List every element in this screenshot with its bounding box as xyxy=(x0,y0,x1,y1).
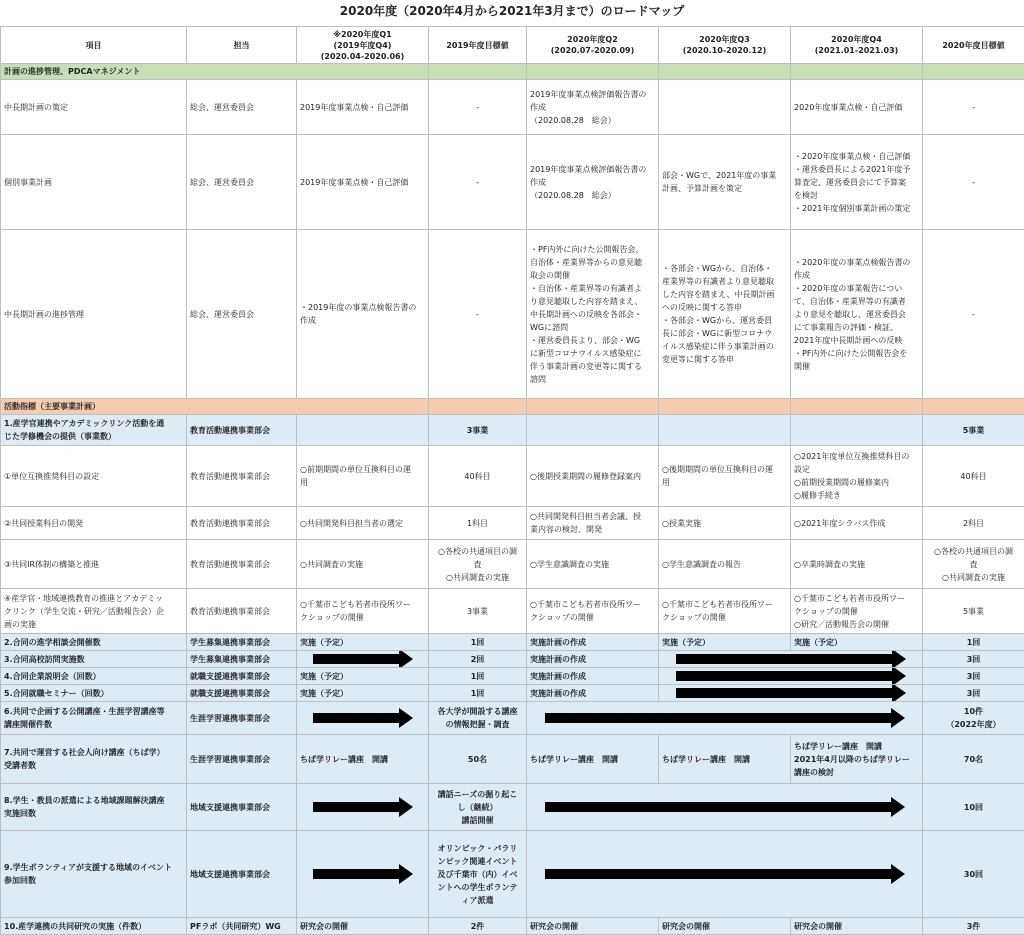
table-cell: ○学生意識調査の報告 xyxy=(659,540,791,589)
table-cell xyxy=(659,80,791,135)
table-cell: 就職支援連携事業部会 xyxy=(187,668,297,685)
table-cell: 教育活動連携事業部会 xyxy=(187,446,297,507)
table-cell: ○後期期間の単位互換科目の運 用 xyxy=(659,446,791,507)
table-cell: ちば学リレー講座 開講 xyxy=(659,735,791,784)
table-cell: 3事業 xyxy=(429,415,527,446)
table-cell: - xyxy=(429,135,527,230)
table-cell xyxy=(527,64,659,80)
table-cell: 研究会の開催 xyxy=(297,918,429,935)
table-cell: PFラボ（共同研究）WG xyxy=(187,918,297,935)
progress-arrow-cell xyxy=(527,702,923,735)
table-row xyxy=(1,918,1024,935)
table-cell: 研究会の開催 xyxy=(791,918,923,935)
table-cell: 実施（予定） xyxy=(297,668,429,685)
progress-arrow-cell xyxy=(527,831,923,918)
table-cell: 1回 xyxy=(429,685,527,702)
table-cell: 3事業 xyxy=(429,589,527,634)
table-cell: ②共同授業科目の開発 xyxy=(1,507,187,540)
table-cell: 総会、運営委員会 xyxy=(187,230,297,399)
table-cell: 総会、運営委員会 xyxy=(187,80,297,135)
table-cell: 実施計画の作成 xyxy=(527,651,659,668)
table-cell: 1.産学官連携やアカデミックリンク活動を通 じた学修機会の提供（事業数） xyxy=(1,415,187,446)
page-title: 2020年度（2020年4月から2021年3月まで）のロードマップ xyxy=(0,0,1024,26)
table-cell: 講話ニーズの掘り起こ し（継続） 講話開催 xyxy=(429,784,527,831)
table-cell: 教育活動連携事業部会 xyxy=(187,507,297,540)
progress-arrow-cell xyxy=(297,651,429,668)
table-cell: ○共同調査の実施 xyxy=(297,540,429,589)
table-cell: 2.合同の進学相談会開催数 xyxy=(1,634,187,651)
table-row xyxy=(1,831,1024,918)
table-row xyxy=(1,668,1024,685)
table-row xyxy=(1,702,1024,735)
table-cell: 5事業 xyxy=(923,415,1024,446)
table-cell: ちば学リレー講座 開講 xyxy=(297,735,429,784)
table-row xyxy=(1,415,1024,446)
table-cell: ・PF内外に向けた公開報告会、 自治体・産業界等からの意見聴 取会の開催 ・自治体・産業界等の有識者よ り意見聴取した内容を踏まえ、 中長期計画への反映を各部会・ WGに諮問 ・運営委員長より、部会・WG に新型コロナウイルス感染症に 伴う事業計画の変更等に関する 諮問 xyxy=(527,230,659,399)
table-cell: 研究会の開催 xyxy=(527,918,659,935)
table-cell: - xyxy=(429,230,527,399)
table-cell: ○各校の共通項目の調 査 ○共同調査の実施 xyxy=(923,540,1024,589)
table-cell: ○卒業時調査の実施 xyxy=(791,540,923,589)
table-row xyxy=(1,80,1024,135)
table-cell: 3回 xyxy=(923,685,1024,702)
header-row xyxy=(1,27,1024,64)
table-cell: ちば学リレー講座 開講 xyxy=(527,735,659,784)
table-cell: 教育活動連携事業部会 xyxy=(187,540,297,589)
table-cell: 就職支援連携事業部会 xyxy=(187,685,297,702)
table-cell: 総会、運営委員会 xyxy=(187,135,297,230)
table-cell: 1回 xyxy=(429,668,527,685)
table-cell: 研究会の開催 xyxy=(659,918,791,935)
column-header: 2019年度目標値 xyxy=(429,27,527,64)
table-cell: 4.合同企業説明会（回数） xyxy=(1,668,187,685)
table-cell: 中長期計画の進捗管理 xyxy=(1,230,187,399)
table-cell xyxy=(429,64,527,80)
table-cell xyxy=(923,399,1024,415)
table-cell: 学生募集連携事業部会 xyxy=(187,634,297,651)
table-cell xyxy=(527,399,659,415)
table-cell xyxy=(659,399,791,415)
table-cell: ④産学官・地域連携教育の推進とアカデミッ クリンク（学生交流・研究／活動報告会）企 画の実施 xyxy=(1,589,187,634)
column-header: 担当 xyxy=(187,27,297,64)
table-cell: ○各校の共通項目の調 査 ○共同調査の実施 xyxy=(429,540,527,589)
table-row xyxy=(1,589,1024,634)
table-cell xyxy=(659,64,791,80)
table-row xyxy=(1,446,1024,507)
table-cell: 教育活動連携事業部会 xyxy=(187,589,297,634)
column-header: ※2020年度Q1 (2019年度Q4) (2020.04-2020.06) xyxy=(297,27,429,64)
table-cell: 実施（予定） xyxy=(297,685,429,702)
progress-arrow-cell xyxy=(659,651,923,668)
table-cell: 3件 xyxy=(923,918,1024,935)
table-cell xyxy=(297,415,429,446)
table-cell: 8.学生・教員の派遣による地域課題解決講座 実施回数 xyxy=(1,784,187,831)
progress-arrow-cell xyxy=(659,685,923,702)
table-cell: ・各部会・WGから、自治体・ 産業界等の有識者より意見聴取 した内容を踏まえ、中長期計画 への反映に関する答申 ・各部会・WGから、運営委員 長に部会・WGに新型コロナウ イルス感染症に伴う事業計画の 変更等に関する答申 xyxy=(659,230,791,399)
table-cell xyxy=(791,399,923,415)
table-cell: 教育活動連携事業部会 xyxy=(187,415,297,446)
table-row xyxy=(1,651,1024,668)
progress-arrow-cell xyxy=(659,668,923,685)
table-cell: ○後期授業期間の履修登録案内 xyxy=(527,446,659,507)
table-cell: ・2020年度の事業点検報告書の 作成 ・2020年度の事業報告につい て、自治体・産業界等の有識者 より意見を聴取し、運営委員会 にて事業報告の評価・検証、 2021年度中長期計画への反映 ・PF内外に向けた公開報告会を 開催 xyxy=(791,230,923,399)
table-cell: オリンピック・パラリ ンピック関連イベント 及び千葉市（内）イベ ントへの学生ボランテ ィア派遣 xyxy=(429,831,527,918)
section-title: 活動指標（主要事業計画） xyxy=(1,399,429,415)
table-cell: - xyxy=(429,80,527,135)
table-cell: 2019年度事業点検評価報告書の 作成 （2020.08.28 総会） xyxy=(527,80,659,135)
section-row-indicators xyxy=(1,399,1024,415)
table-cell: ・2019年度の事業点検報告書の 作成 xyxy=(297,230,429,399)
table-cell: 2件 xyxy=(429,918,527,935)
table-cell: 40科目 xyxy=(429,446,527,507)
table-row xyxy=(1,685,1024,702)
table-cell: 地域支援連携事業部会 xyxy=(187,784,297,831)
table-cell: 学生募集連携事業部会 xyxy=(187,651,297,668)
table-cell: 3回 xyxy=(923,651,1024,668)
column-header: 項目 xyxy=(1,27,187,64)
table-cell: 個別事業計画 xyxy=(1,135,187,230)
table-cell: ③共同IR体制の構築と推進 xyxy=(1,540,187,589)
table-cell: 10.産学連携の共同研究の実施（件数） xyxy=(1,918,187,935)
table-cell: 2019年度事業点検・自己評価 xyxy=(297,135,429,230)
table-cell: 実施計画の作成 xyxy=(527,634,659,651)
table-row xyxy=(1,735,1024,784)
table-cell: 1回 xyxy=(923,634,1024,651)
table-row xyxy=(1,784,1024,831)
table-cell: 実施（予定） xyxy=(659,634,791,651)
table-cell: 1科目 xyxy=(429,507,527,540)
table-cell: ○千葉市こども若者市役所ワー クショップの開催 ○研究／活動報告会の開催 xyxy=(791,589,923,634)
column-header: 2020年度Q2 (2020.07-2020.09) xyxy=(527,27,659,64)
table-cell xyxy=(923,64,1024,80)
table-row xyxy=(1,135,1024,230)
progress-arrow-cell xyxy=(527,784,923,831)
table-cell: 実施計画の作成 xyxy=(527,668,659,685)
table-cell: ちば学リレー講座 開講 2021年4月以降のちば学リレー 講座の検討 xyxy=(791,735,923,784)
table-cell: 生涯学習連携事業部会 xyxy=(187,735,297,784)
progress-arrow-cell xyxy=(297,831,429,918)
table-cell: ①単位互換推奨科目の設定 xyxy=(1,446,187,507)
table-cell: - xyxy=(923,230,1024,399)
table-cell: - xyxy=(923,135,1024,230)
table-cell: ・2020年度事業点検・自己評価 ・運営委員長による2021年度予 算査定、運営委員会にて予算案 を検討 ・2021年度個別事業計画の策定 xyxy=(791,135,923,230)
table-cell xyxy=(429,399,527,415)
table-cell: 6.共同で企画する公開講座・生涯学習講座等 講座開催件数 xyxy=(1,702,187,735)
table-cell: 30回 xyxy=(923,831,1024,918)
section-title: 計画の進捗管理、PDCAマネジメント xyxy=(1,64,429,80)
table-cell: 生涯学習連携事業部会 xyxy=(187,702,297,735)
roadmap-table xyxy=(0,26,1024,935)
table-cell: 10件 （2022年度） xyxy=(923,702,1024,735)
table-cell: ○千葉市こども若者市役所ワー クショップの開催 xyxy=(527,589,659,634)
table-row xyxy=(1,540,1024,589)
table-cell xyxy=(659,415,791,446)
progress-arrow-cell xyxy=(297,702,429,735)
table-cell: ○千葉市こども若者市役所ワー クショップの開催 xyxy=(659,589,791,634)
table-cell: 70名 xyxy=(923,735,1024,784)
table-cell: 地域支援連携事業部会 xyxy=(187,831,297,918)
table-cell: ○前期期間の単位互換科目の運 用 xyxy=(297,446,429,507)
table-cell: 3.合同高校訪問実施数 xyxy=(1,651,187,668)
table-cell: ○共同開発科目担当者会議、授 業内容の検討、開発 xyxy=(527,507,659,540)
table-cell: ○2021年度シラバス作成 xyxy=(791,507,923,540)
table-cell: 5.合同就職セミナー（回数） xyxy=(1,685,187,702)
table-cell: 10回 xyxy=(923,784,1024,831)
column-header: 2020年度Q3 (2020.10-2020.12) xyxy=(659,27,791,64)
table-cell: ○千葉市こども若者市役所ワー クショップの開催 xyxy=(297,589,429,634)
table-cell: 2回 xyxy=(429,651,527,668)
table-row xyxy=(1,634,1024,651)
table-cell: 部会・WGで、2021年度の事業 計画、予算計画を策定 xyxy=(659,135,791,230)
column-header: 2020年度Q4 (2021.01-2021.03) xyxy=(791,27,923,64)
table-cell: 5事業 xyxy=(923,589,1024,634)
table-cell xyxy=(791,64,923,80)
table-cell: 1回 xyxy=(429,634,527,651)
table-cell: 7.共同で運営する社会人向け講座（ちば学） 受講者数 xyxy=(1,735,187,784)
table-cell: ○学生意識調査の実施 xyxy=(527,540,659,589)
table-row xyxy=(1,230,1024,399)
table-cell: 40科目 xyxy=(923,446,1024,507)
progress-arrow-cell xyxy=(297,784,429,831)
section-row-pdca xyxy=(1,64,1024,80)
table-cell: ○2021年度単位互換推奨科目の 設定 ○前期授業期間の履修案内 ○履修手続き xyxy=(791,446,923,507)
table-row xyxy=(1,507,1024,540)
table-cell xyxy=(527,415,659,446)
table-cell: 3回 xyxy=(923,668,1024,685)
table-cell: 中長期計画の策定 xyxy=(1,80,187,135)
table-cell: 実施計画の作成 xyxy=(527,685,659,702)
table-cell: 2020年度事業点検・自己評価 xyxy=(791,80,923,135)
table-cell: 9.学生ボランティアが支援する地域のイベント 参加回数 xyxy=(1,831,187,918)
table-cell: 2019年度事業点検・自己評価 xyxy=(297,80,429,135)
table-cell: 2科目 xyxy=(923,507,1024,540)
table-cell: 実施（予定） xyxy=(791,634,923,651)
table-cell: 実施（予定） xyxy=(297,634,429,651)
table-cell xyxy=(791,415,923,446)
table-cell: 50名 xyxy=(429,735,527,784)
table-cell: 各大学が開設する講座 の情報把握・調査 xyxy=(429,702,527,735)
table-cell: - xyxy=(923,80,1024,135)
table-cell: 2019年度事業点検評価報告書の 作成 （2020.08.28 総会） xyxy=(527,135,659,230)
table-cell: ○共同開発科目担当者の選定 xyxy=(297,507,429,540)
column-header: 2020年度目標値 xyxy=(923,27,1024,64)
table-cell: ○授業実施 xyxy=(659,507,791,540)
